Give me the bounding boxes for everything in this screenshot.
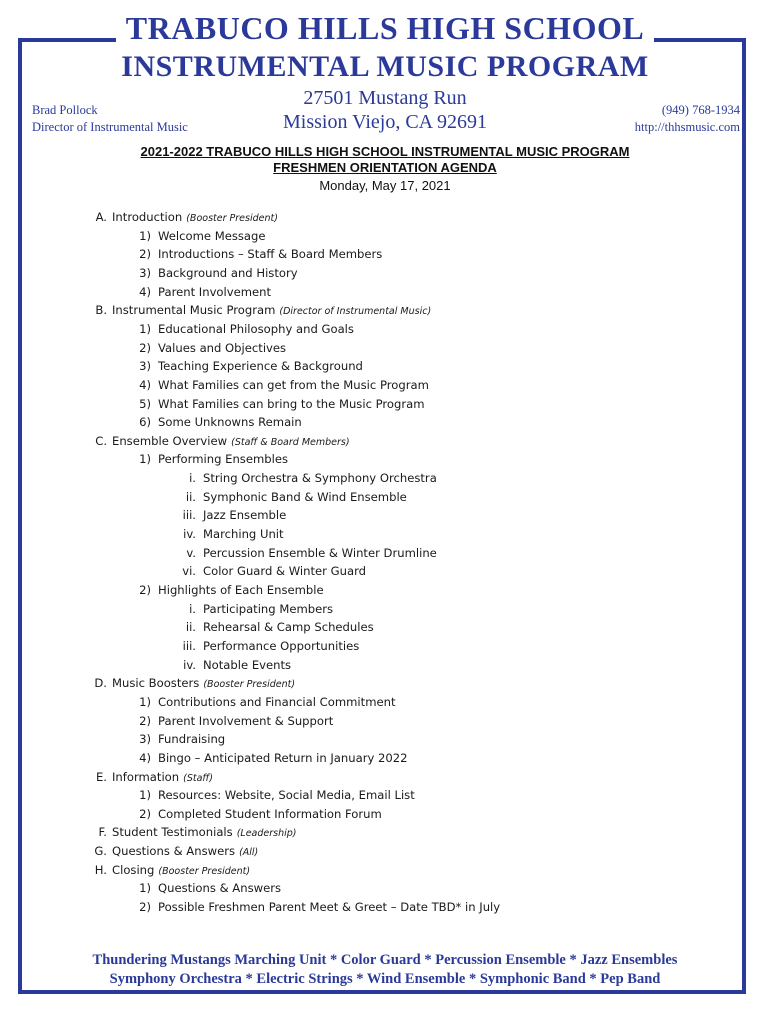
agenda-item-marker: 6) bbox=[139, 415, 151, 430]
agenda-item-text: Some Unknowns Remain bbox=[158, 415, 302, 430]
agenda-item-marker: 2) bbox=[139, 340, 151, 355]
agenda-item-text: Fundraising bbox=[158, 732, 226, 747]
agenda-item-text: Questions & Answers bbox=[158, 881, 282, 896]
agenda-item-marker: A. bbox=[95, 210, 107, 224]
agenda-item-content bbox=[203, 637, 359, 655]
agenda-item-content bbox=[158, 339, 286, 357]
agenda-item-marker: i. bbox=[189, 471, 196, 486]
agenda-item-content bbox=[112, 432, 350, 452]
agenda-item-text: Symphonic Band & Wind Ensemble bbox=[203, 489, 407, 504]
agenda-item-text: Introduction bbox=[112, 210, 183, 224]
agenda-item-marker: 2) bbox=[139, 806, 151, 821]
agenda-item-marker: ii. bbox=[185, 620, 196, 635]
agenda-item-content bbox=[158, 898, 500, 916]
agenda-item-text: Performance Opportunities bbox=[203, 638, 360, 653]
agenda-item-text: Questions & Answers bbox=[112, 844, 236, 859]
agenda-item-marker: iv. bbox=[183, 657, 196, 672]
agenda-item-marker: 1) bbox=[139, 228, 151, 243]
agenda-item-marker: 2) bbox=[139, 900, 151, 915]
agenda-item-content bbox=[112, 674, 295, 694]
agenda-item-content bbox=[158, 227, 266, 245]
agenda-item-marker: 1) bbox=[139, 321, 151, 336]
agenda-item-note: (Staff & Board Members) bbox=[231, 436, 350, 448]
agenda-item-content bbox=[158, 320, 354, 338]
agenda-item-content bbox=[158, 712, 333, 730]
agenda-item-text: Completed Student Information Forum bbox=[158, 806, 382, 821]
agenda-item-content bbox=[112, 301, 431, 321]
agenda-item-text: Parent Involvement bbox=[158, 284, 272, 299]
agenda-item-marker: C. bbox=[95, 433, 107, 448]
agenda-item-text: Color Guard & Winter Guard bbox=[203, 564, 366, 579]
agenda-item-text: Rehearsal & Camp Schedules bbox=[203, 620, 374, 635]
agenda-item-content bbox=[158, 283, 271, 301]
address-street: 27501 Mustang Run bbox=[303, 87, 467, 109]
agenda-item-text: Ensemble Overview bbox=[112, 433, 228, 448]
agenda-item-text: Notable Events bbox=[203, 657, 292, 672]
phone-number: (949) 768-1934 bbox=[661, 103, 740, 117]
agenda-date: Monday, May 17, 2021 bbox=[319, 178, 451, 193]
program-title: INSTRUMENTAL MUSIC PROGRAM bbox=[0, 50, 770, 84]
agenda-item-content bbox=[158, 730, 225, 748]
agenda-item-note: (Director of Instrumental Music) bbox=[279, 306, 432, 318]
agenda-item-marker: F. bbox=[98, 825, 107, 840]
agenda-item-content bbox=[158, 786, 415, 804]
agenda-item-text: Student Testimonials bbox=[112, 825, 233, 840]
agenda-item-marker: 2) bbox=[139, 247, 151, 262]
agenda-item-text: Participating Members bbox=[203, 601, 334, 616]
agenda-item-content bbox=[203, 562, 366, 580]
agenda-item-content bbox=[203, 488, 407, 506]
agenda-item-marker: ii. bbox=[185, 489, 196, 504]
agenda-item-text: Contributions and Financial Commitment bbox=[158, 694, 396, 709]
agenda-item-marker: iii. bbox=[182, 638, 196, 653]
agenda-item-text: Highlights of Each Ensemble bbox=[158, 583, 324, 597]
agenda-item-content bbox=[158, 357, 363, 375]
ensembles-footer-line2: Symphony Orchestra * Electric Strings * Wind Ensemble * Symphonic Band * Pep Band bbox=[109, 971, 661, 987]
agenda-item-content bbox=[203, 506, 286, 524]
agenda-item-marker: 1) bbox=[139, 881, 151, 896]
director-role: Director of Instrumental Music bbox=[32, 120, 188, 134]
agenda-item-marker: v. bbox=[186, 545, 196, 560]
agenda-item-text: Closing bbox=[112, 862, 155, 877]
agenda-item-text: Background and History bbox=[158, 265, 298, 280]
agenda-item-content bbox=[158, 749, 408, 767]
agenda-item-marker: 3) bbox=[139, 265, 151, 280]
agenda-item-content bbox=[158, 450, 288, 468]
agenda-item-text: Resources: Website, Social Media, Email List bbox=[158, 788, 415, 803]
school-title: TRABUCO HILLS HIGH SCHOOL bbox=[0, 10, 770, 47]
agenda-item-content bbox=[112, 842, 258, 862]
agenda-item-marker: 4) bbox=[139, 377, 151, 392]
contact-block bbox=[635, 102, 740, 136]
address-city: Mission Viejo, CA 92691 bbox=[282, 111, 487, 133]
agenda-item-marker: 1) bbox=[139, 694, 151, 709]
agenda-item-marker: 3) bbox=[139, 732, 151, 747]
agenda-item-text: Welcome Message bbox=[158, 228, 266, 243]
agenda-item-marker: 1) bbox=[139, 452, 151, 467]
agenda-item-note: (All) bbox=[239, 847, 259, 859]
agenda-item-content bbox=[158, 581, 324, 599]
agenda-item-text: Instrumental Music Program bbox=[112, 303, 276, 318]
agenda-item-content bbox=[158, 879, 281, 897]
agenda-item-content bbox=[203, 656, 291, 674]
agenda-item-marker: B. bbox=[95, 303, 107, 318]
agenda-item-content bbox=[158, 395, 425, 413]
agenda-item-marker: 3) bbox=[139, 359, 151, 374]
agenda-item-note: (Booster President) bbox=[203, 679, 296, 691]
agenda-item-marker: iii. bbox=[182, 508, 196, 523]
agenda-item-marker: 5) bbox=[139, 396, 151, 411]
agenda-item-text: Percussion Ensemble & Winter Drumline bbox=[203, 545, 437, 560]
agenda-item-text: Introductions – Staff & Board Members bbox=[158, 247, 383, 262]
agenda-item-marker: 2) bbox=[139, 713, 151, 728]
agenda-item-text: String Orchestra & Symphony Orchestra bbox=[203, 471, 437, 486]
agenda-item-text: Marching Unit bbox=[203, 527, 284, 542]
agenda-item-content bbox=[203, 469, 437, 487]
agenda-item-content bbox=[112, 861, 250, 881]
agenda-item-marker: G. bbox=[94, 844, 107, 859]
agenda-item-content bbox=[112, 823, 297, 843]
agenda-item-content bbox=[112, 768, 213, 788]
agenda-item-text: Teaching Experience & Background bbox=[158, 359, 363, 374]
agenda-item-content bbox=[112, 208, 278, 228]
agenda-item-text: Bingo – Anticipated Return in January 2022 bbox=[158, 750, 408, 765]
agenda-item-content bbox=[158, 376, 429, 394]
agenda-item-note: (Leadership) bbox=[236, 828, 297, 840]
agenda-item-text: What Families can get from the Music Program bbox=[158, 377, 429, 392]
agenda-item-text: Performing Ensembles bbox=[158, 452, 289, 467]
agenda-item-text: Parent Involvement & Support bbox=[158, 713, 334, 728]
website-link[interactable]: http://thhsmusic.com bbox=[634, 120, 740, 134]
agenda-item-content bbox=[158, 245, 382, 263]
agenda-item-text: Information bbox=[112, 769, 180, 784]
agenda-item-content bbox=[203, 525, 284, 543]
agenda-item-content bbox=[158, 693, 396, 711]
agenda-item-text: What Families can bring to the Music Program bbox=[158, 396, 425, 411]
agenda-item-content bbox=[158, 805, 382, 823]
agenda-item-text: Possible Freshmen Parent Meet & Greet – Date TBD* in July bbox=[158, 900, 501, 915]
agenda-title bbox=[0, 144, 770, 176]
agenda-item-marker: 2) bbox=[139, 583, 151, 597]
agenda-item-marker: 1) bbox=[139, 788, 151, 803]
agenda-item-marker: 4) bbox=[139, 750, 151, 765]
agenda-item-text: Music Boosters bbox=[112, 676, 200, 691]
agenda-item-marker: i. bbox=[189, 601, 196, 616]
agenda-item-marker: E. bbox=[95, 769, 107, 784]
agenda-title-line1: 2021-2022 TRABUCO HILLS HIGH SCHOOL INSTRUMENTAL MUSIC PROGRAM bbox=[140, 144, 630, 159]
agenda-item-marker: 4) bbox=[139, 284, 151, 299]
ensembles-footer-line1: Thundering Mustangs Marching Unit * Color Guard * Percussion Ensemble * Jazz Ensembles bbox=[92, 952, 678, 968]
agenda-item-marker: H. bbox=[94, 862, 107, 877]
agenda-item-note: (Staff) bbox=[183, 772, 213, 784]
agenda-item-note: (Booster President) bbox=[158, 865, 251, 877]
agenda-item-content bbox=[158, 413, 302, 431]
agenda-item-content bbox=[203, 618, 374, 636]
agenda-item-marker: vi. bbox=[182, 564, 196, 579]
agenda-item-marker: D. bbox=[94, 676, 107, 691]
agenda-item-text: Educational Philosophy and Goals bbox=[158, 321, 354, 336]
agenda-item-content bbox=[158, 264, 298, 282]
agenda-item-content bbox=[203, 544, 437, 562]
agenda-item-note: (Booster President) bbox=[186, 213, 278, 224]
agenda-item-text: Values and Objectives bbox=[158, 340, 287, 355]
agenda-title-line2: FRESHMEN ORIENTATION AGENDA bbox=[273, 160, 497, 175]
agenda-item-text: Jazz Ensemble bbox=[203, 508, 287, 523]
agenda-item-marker: iv. bbox=[183, 527, 196, 542]
director-name: Brad Pollock bbox=[32, 103, 98, 117]
agenda-item-content bbox=[203, 600, 333, 618]
